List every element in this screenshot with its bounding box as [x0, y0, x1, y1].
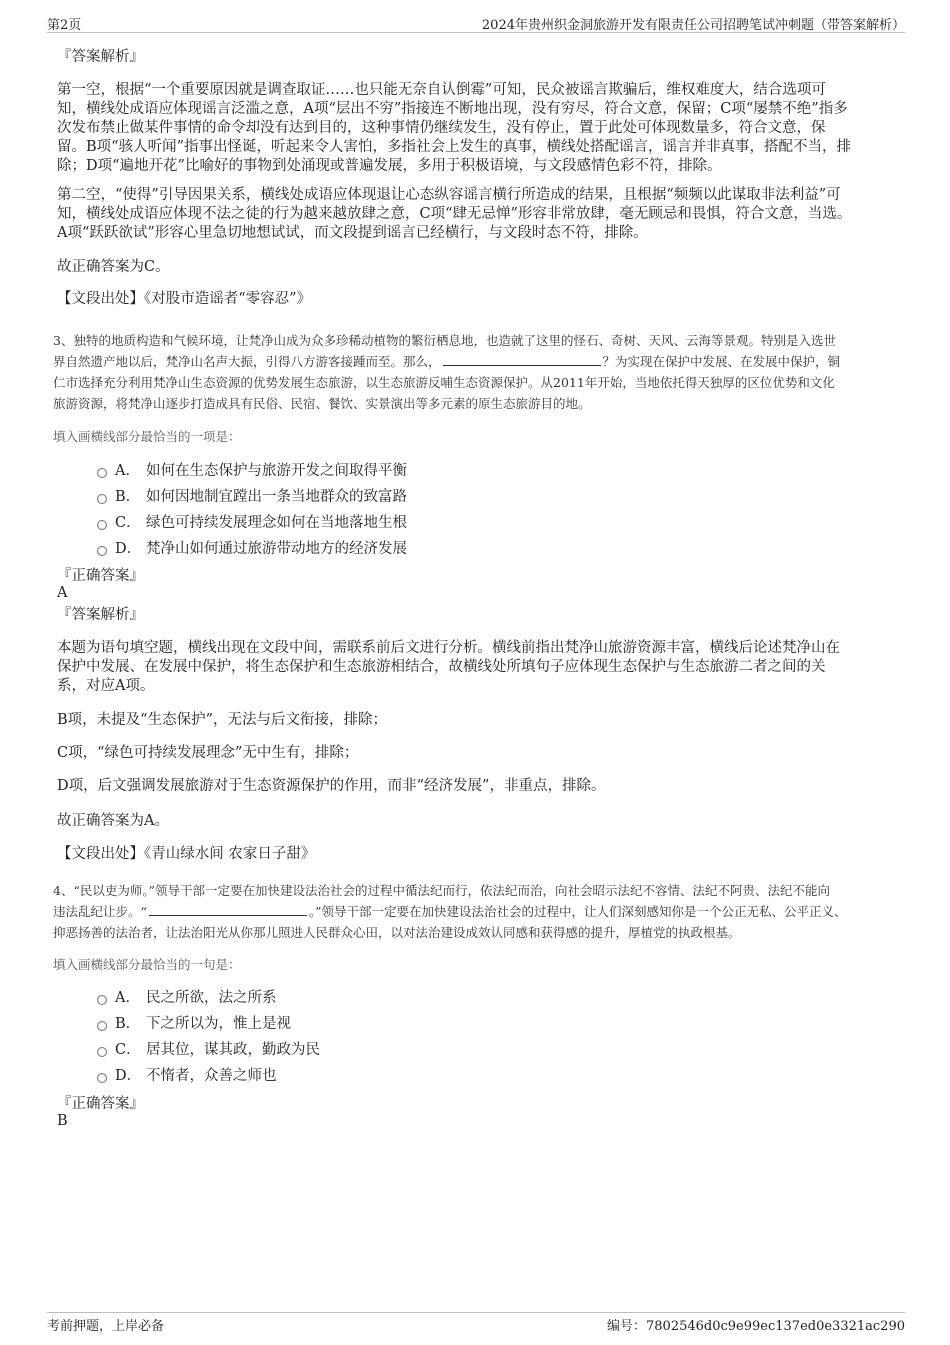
text-line: 旅游资源，将梵净山逐步打造成具有民俗、民宿、餐饮、实景演出等多元素的原生态旅游目的地。	[53, 396, 591, 411]
text-line: 第一空，根据“一个重要原因就是调查取证……也只能无奈自认倒霉”可知，民众被谣言欺骗后，维权难度大，结合选项可	[57, 82, 826, 98]
conclusion: 故正确答案为A。	[57, 813, 169, 829]
option-text: 居其位，谋其政，勤政为民	[146, 1042, 320, 1058]
fill-blank	[149, 903, 307, 916]
option-text: 下之所以为，惟上是视	[146, 1016, 291, 1032]
text-span: ？为实现在保护中发展、在发展中保护，铜	[602, 354, 841, 369]
correct-answer-label: 『正确答案』	[57, 568, 144, 584]
question-4-prompt: 填入画横线部分最恰当的一句是：	[53, 957, 241, 972]
page-header	[0, 0, 950, 34]
question-3-prompt: 填入画横线部分最恰当的一项是：	[53, 429, 241, 444]
text-line: 仁市选择充分利用梵净山生态资源的优势发展生态旅游，以生态旅游反哺生态资源保护。从2011年开始，当地依托得天独厚的区位优势和文化	[53, 375, 835, 390]
option-letter: B．	[115, 489, 141, 505]
question-4-stem	[53, 880, 895, 943]
option-letter: D．	[115, 541, 142, 557]
analysis-paragraph-2	[57, 186, 895, 243]
text-line: 第二空，“使得”引导因果关系，横线处成语应体现退让心态纵容谣言横行所造成的结果，且根据“频频以此谋取非法利益”可	[57, 187, 841, 203]
document-title: 2024年贵州织金洞旅游开发有限责任公司招聘笔试冲刺题（带答案解析）	[481, 18, 905, 33]
option-c[interactable]	[57, 1037, 895, 1063]
option-letter: A．	[115, 990, 140, 1006]
option-text: 民之所欲，法之所系	[146, 990, 277, 1006]
option-text: 不惰者，众善之师也	[146, 1068, 277, 1084]
option-text: 绿色可持续发展理念如何在当地落地生根	[146, 515, 407, 531]
document-id: 编号：7802546d0c9e99ec137ed0e3321ac290	[607, 1319, 905, 1334]
analysis-paragraph-1	[57, 81, 895, 176]
header-divider	[47, 32, 905, 33]
question-3-stem	[53, 330, 895, 414]
text-line: 知，横线处成语应体现不法之徒的行为越来越放肆之意，C项“肆无忌惮”形容非常放肆，毫无顾忌和畏惧，符合文意，当选。	[57, 206, 852, 222]
text-line: 保护中发展、在发展中保护，将生态保护和生态旅游相结合，故横线处所填句子应体现生态保护与生态旅游二者之间的关	[57, 659, 826, 675]
analysis-c: C项，“绿色可持续发展理念”无中生有，排除；	[57, 745, 359, 761]
conclusion: 故正确答案为C。	[57, 259, 170, 275]
analysis-label: 『答案解析』	[57, 607, 144, 623]
text-span: 界自然遗产地以后，梵净山名声大振，引得八方游客接踵而至。那么，	[53, 354, 441, 369]
option-d[interactable]	[57, 536, 895, 562]
option-letter: C．	[115, 515, 141, 531]
option-d[interactable]	[57, 1063, 895, 1089]
option-letter: A．	[115, 463, 140, 479]
text-line: 除；D项“遍地开花”比喻好的事物到处涌现或普遍发展，多用于积极语境，与文段感情色彩不符，排除。	[57, 158, 722, 174]
text-line: 系，对应A项。	[57, 678, 155, 694]
option-b[interactable]	[57, 484, 895, 510]
text-line: A项“跃跃欲试”形容心里急切地想试试，而文段提到谣言已经横行，与文段时态不符，排除。	[57, 225, 648, 241]
option-text: 梵净山如何通过旅游带动地方的经济发展	[146, 541, 407, 557]
option-letter: C．	[115, 1042, 141, 1058]
radio-icon[interactable]	[97, 494, 107, 504]
text-line: 次发布禁止做某件事情的命令却没有达到目的，这种事情仍继续发生，没有停止，置于此处可体现数量多，符合文意，保	[57, 120, 826, 136]
analysis-b: B项，未提及“生态保护”，无法与后文衔接，排除；	[57, 712, 387, 728]
correct-answer: A	[57, 585, 68, 601]
text-line: 知，横线处成语应体现谣言泛滥之意，A项“层出不穷”指接连不断地出现，没有穷尽，符合文意，保留；C项“屡禁不绝”指多	[57, 101, 848, 117]
question-3-options	[57, 458, 895, 562]
footer-divider	[47, 1312, 905, 1313]
footer-slogan: 考前押题，上岸必备	[47, 1319, 165, 1334]
fill-blank	[443, 353, 601, 366]
option-letter: B．	[115, 1016, 141, 1032]
radio-icon[interactable]	[97, 1047, 107, 1057]
text-line	[53, 351, 895, 372]
text-line: 本题为语句填空题，横线出现在文段中间，需联系前后文进行分析。横线前指出梵净山旅游资源丰富，横线后论述梵净山在	[57, 640, 840, 656]
option-a[interactable]	[57, 985, 895, 1011]
analysis-label: 『答案解析』	[57, 49, 144, 65]
radio-icon[interactable]	[97, 468, 107, 478]
correct-answer: B	[57, 1113, 68, 1129]
radio-icon[interactable]	[97, 1073, 107, 1083]
radio-icon[interactable]	[97, 520, 107, 530]
text-line: 3、独特的地质构造和气候环境，让梵净山成为众多珍稀动植物的繁衍栖息地，也造就了这里的怪石、奇树、天风、云海等景观。特别是入选世	[53, 333, 836, 348]
option-b[interactable]	[57, 1011, 895, 1037]
question-3-analysis	[57, 639, 895, 696]
text-line	[53, 901, 895, 922]
option-c[interactable]	[57, 510, 895, 536]
option-a[interactable]	[57, 458, 895, 484]
text-line: 留。B项“骇人听闻”指事出怪诞，听起来令人害怕，多指社会上发生的真事，横线处搭配谣言，谣言并非真事，搭配不当，排	[57, 139, 851, 155]
analysis-d: D项，后文强调发展旅游对于生态资源保护的作用，而非“经济发展”，非重点，排除。	[57, 778, 606, 794]
radio-icon[interactable]	[97, 1021, 107, 1031]
radio-icon[interactable]	[97, 546, 107, 556]
page-footer	[0, 1300, 950, 1345]
source-citation: 【文段出处】《对股市造谣者“零容忍”》	[57, 291, 312, 307]
option-text: 如何在生态保护与旅游开发之间取得平衡	[146, 463, 407, 479]
text-line: 4、“民以吏为师。”领导干部一定要在加快建设法治社会的过程中循法纪而行，依法纪而治，向社会昭示法纪不容情、法纪不阿贵、法纪不能向	[53, 883, 830, 898]
page-number: 第2页	[47, 18, 82, 33]
option-letter: D．	[115, 1068, 142, 1084]
radio-icon[interactable]	[97, 995, 107, 1005]
text-span: 。”领导干部一定要在加快建设法治社会的过程中，让人们深刻感知你是一个公正无私、公平正义、	[308, 904, 847, 919]
source-citation: 【文段出处】《青山绿水间 农家日子甜》	[57, 846, 316, 862]
text-span: 违法乱纪让步。“	[53, 904, 147, 919]
correct-answer-label: 『正确答案』	[57, 1096, 144, 1112]
question-4-options	[57, 985, 895, 1089]
option-text: 如何因地制宜蹚出一条当地群众的致富路	[146, 489, 407, 505]
text-line: 抑恶扬善的法治者，让法治阳光从你那儿照进人民群众心田，以对法治建设成效认同感和获得感的提升，厚植党的执政根基。	[53, 925, 741, 940]
